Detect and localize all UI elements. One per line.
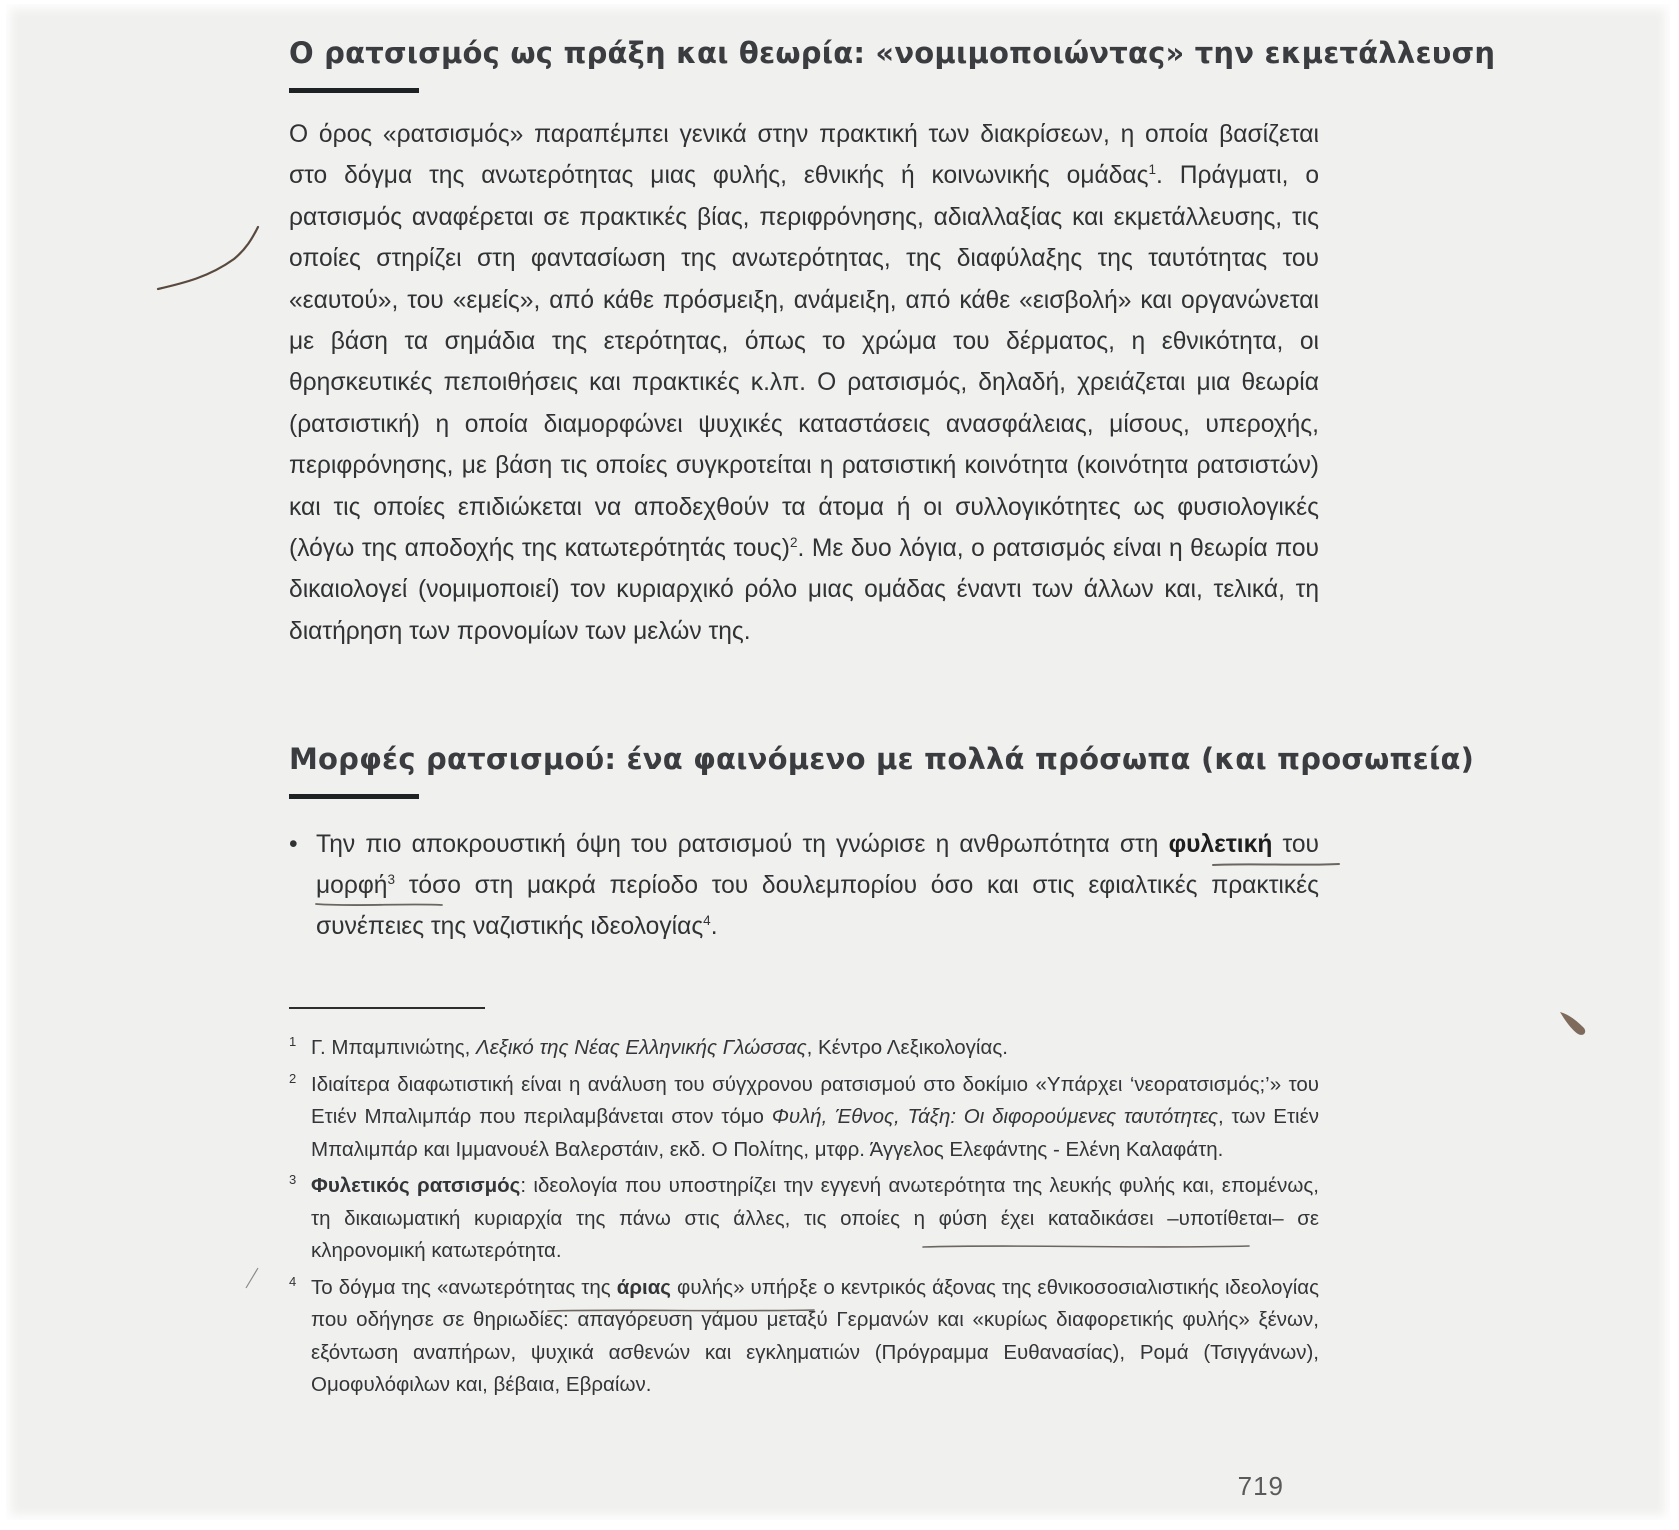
bullet-text-c: τόσο στη μακρά περίοδο του δουλεμπορίου όσο και στις εφιαλτικές πρακτικές συνέπειες της ναζιστικής ιδεολογίας — [316, 872, 1319, 940]
footnote-ref-3[interactable]: 3 — [387, 871, 395, 887]
bullet-bold-term: φυλετική — [1168, 831, 1273, 858]
footnote-italic-title: Φυλή, Έθνος, Τάξη: Οι διφορούμενες ταυτότητες — [771, 1105, 1218, 1128]
paragraph-text-c: . Με δυο λόγια, ο ρατσισμός είναι η θεωρία που δικαιολογεί (νομιμοποιεί) τον κυριαρχικό ρόλο μιας ομάδας έναντι των άλλων και, τελικά, τη διατήρηση των προνομίων των μελών της. — [289, 535, 1319, 645]
footnote-ref-4[interactable]: 4 — [703, 912, 711, 928]
footnote-text: φυλής» υπήρξε ο κεντρικός άξονας της εθνικοσοσιαλιστικής ιδεολογίας που οδήγησε σε θηριωδίες: απαγόρευση γάμου μεταξύ Γερμανών και «κυρίως διαφορετικής φυλής» ξένων, εξόντωση αναπήρων, ψυχικά ασθενών και εγκληματιών (Πρόγραμμα Ευθανασίας), Ρομά (Τσιγγάνων), Ομοφυλόφιλων και, βέβαια, Εβραίων. — [311, 1275, 1319, 1396]
section-heading-2: Μορφές ρατσισμού: ένα φαινόμενο με πολλά πρόσωπα (και προσωπεία) — [289, 742, 1475, 776]
footnote-number: 3 — [289, 1172, 297, 1187]
pencil-mark-margin — [154, 219, 264, 299]
heading-underline-1 — [289, 88, 419, 93]
footnote-text: Το δόγμα της «ανωτερότητας της — [311, 1275, 617, 1299]
book-page — [6, 4, 1670, 1520]
bullet-text-d: . — [710, 913, 718, 940]
footnote-bold-term: άριας — [616, 1275, 671, 1299]
section-heading-1: Ο ρατσισμός ως πράξη και θεωρία: «νομιμοποιώντας» την εκμετάλλευση — [289, 36, 1496, 70]
footnote-text: Ιδιαίτερα διαφωτιστική είναι η ανάλυση του σύγχρονου ρατσισμού στο δοκίμιο «Υπάρχει ‘νεορατσισμός;’» του Ετιέν Μπαλιμπάρ που περιλαμβάνεται στον τόμο — [311, 1072, 1319, 1128]
footnote-ref-1[interactable]: 1 — [1148, 162, 1157, 178]
footnotes — [289, 1032, 1319, 1406]
footnote-number: 4 — [289, 1273, 297, 1289]
body-paragraph — [289, 114, 1319, 652]
footnote-separator — [289, 1007, 485, 1009]
footnote-bold-term: Φυλετικός ρατσισμός — [311, 1174, 521, 1197]
footnote-4 — [289, 1272, 1319, 1402]
footnote-text: Γ. Μπαμπινιώτης, — [311, 1036, 477, 1059]
page-number: 719 — [1237, 1471, 1284, 1501]
bullet-marker: • — [289, 831, 298, 858]
footnote-3 — [289, 1170, 1319, 1268]
bullet-text-a: Την πιο αποκρουστική όψη του ρατσισμού τη γνώρισε η ανθρωπότητα στη — [316, 831, 1169, 858]
bullet-text-b: του μορφή — [316, 831, 1320, 899]
paragraph-text-a: Ο όρος «ρατσισμός» παραπέμπει γενικά στην πρακτική των διακρίσεων, η οποία βασίζεται στο δόγμα της ανωτερότητας μιας φυλής, εθνικής ή κοινωνικής ομάδας — [289, 121, 1319, 190]
footnote-text: , Κέντρο Λεξικολογίας. — [806, 1036, 1008, 1059]
footnote-text: : ιδεολογία που υποστηρίζει την εγγενή ανωτερότητα της λευκής φυλής και, επομένως, τη δικαιωματική κυριαρχία της πάνω στις άλλες, τις οποίες η φύση έχει καταδικάσει –υποτίθεται– σε κληρονομική κατωτερότητα. — [311, 1174, 1319, 1262]
pencil-mark-small — [244, 1262, 264, 1292]
footnote-2 — [289, 1069, 1319, 1167]
heading-underline-2 — [289, 794, 419, 799]
bullet-text — [316, 824, 1319, 947]
smudge-spot — [1554, 1004, 1594, 1044]
footnote-1 — [289, 1032, 1319, 1065]
footnote-italic-title: Λεξικό της Νέας Ελληνικής Γλώσσας — [476, 1036, 807, 1059]
paragraph-text-b: . Πράγματι, ο ρατσισμός αναφέρεται σε πρακτικές βίας, περιφρόνησης, αδιαλλαξίας και εκμετάλλευσης, τις οποίες στηρίζει στη φαντασίωση της ανωτερότητας, της διαφύλαξης της ταυτότητας του «εαυτού», του «εμείς», από κάθε πρόσμειξη, ανάμειξη, από κάθε «εισβολή» και οργανώνεται με βάση τα σημάδια της ετερότητας, όπως το χρώμα του δέρματος, η εθνικότητα, οι θρησκευτικές πεποιθήσεις και πρακτικές κ.λπ. Ο ρατσισμός, δηλαδή, χρειάζεται μια θεωρία (ρατσιστική) η οποία διαμορφώνει ψυχικές καταστάσεις ανασφάλειας, μίσους, υπεροχής, περιφρόνησης, με βάση τις οποίες συγκροτείται η ρατσιστική κοινότητα (κοινότητα ρατσιστών) και τις οποίες επιδιώκεται να αποδεχθούν τα άτομα ή οι συλλογικότητες ως φυσιολογικές (λόγω της αποδοχής της κατωτερότητάς τους) — [289, 162, 1319, 563]
footnote-ref-2[interactable]: 2 — [789, 534, 798, 550]
bullet-item — [289, 824, 1319, 947]
footnote-number: 2 — [289, 1070, 297, 1086]
footnote-number: 1 — [289, 1034, 297, 1049]
footnote-text: , των Ετιέν Μπαλιμπάρ και Ιμμανουέλ Βαλερστάιν, εκδ. Ο Πολίτης, μτφρ. Άγγελος Ελεφάντης - Ελένη Καλαφάτη. — [311, 1105, 1319, 1161]
